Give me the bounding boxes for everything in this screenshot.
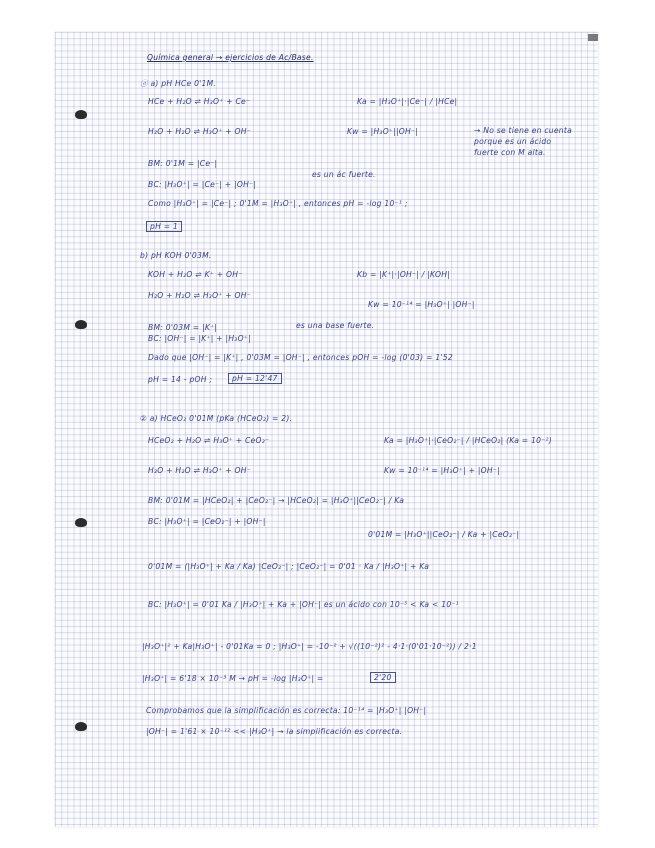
check-statement: Comprobamos que la simplificación es correcta: 10⁻¹⁴ = |H₃O⁺| |OH⁻| (146, 706, 427, 715)
substitution-2: 0'01M = (|H₃O⁺| + Ka / Ka) |CeO₂⁻| ; |CeO₂⁻| = 0'01 · Ka / |H₃O⁺| + Ka (148, 562, 430, 571)
kw-expression-b: Kw = 10⁻¹⁴ = |H₃O⁺| |OH⁻| (368, 300, 475, 309)
section-b-heading: b) pH KOH 0'03M. (140, 251, 212, 260)
ph-from-poh: pH = 14 - pOH ; (148, 375, 213, 384)
h3o-concentration: |H₃O⁺| = 6'18 × 10⁻³ M → pH = -log |H₃O⁺| = (142, 674, 324, 683)
charge-balance-2: BC: |H₃O⁺| = |CeO₂⁻| + |OH⁻| (148, 517, 266, 526)
section-2-heading: ② a) HCeO₂ 0'01M (pKa (HCeO₂) = 2). (140, 414, 293, 423)
charge-balance: BC: |H₃O⁺| = |Ce⁻| + |OH⁻| (148, 180, 257, 189)
ka-expression-2: Ka = |H₃O⁺|·|CeO₂⁻| / |HCeO₂| (Ka = 10⁻²) (384, 436, 553, 445)
mass-balance-b: BM: 0'03M = |K⁺| (148, 323, 218, 332)
charge-balance-b: BC: |OH⁻| = |K⁺| + |H₃O⁺| (148, 334, 251, 343)
page-corner (588, 34, 598, 41)
strong-acid-note: es un ác fuerte. (312, 170, 376, 179)
binder-hole (75, 518, 87, 527)
result-ph-b: pH = 12'47 (228, 373, 282, 384)
strong-base-note: es una base fuerte. (296, 321, 375, 330)
equation-koh-dissociation: KOH + H₂O ⇌ K⁺ + OH⁻ (148, 270, 243, 279)
reasoning-line-b: Dado que |OH⁻| = |K⁺| , 0'03M = |OH⁻| , entonces pOH = -log (0'03) = 1'52 (148, 353, 453, 362)
quadratic-equation: |H₃O⁺|² + Ka|H₃O⁺| - 0'01Ka = 0 ; |H₃O⁺| = -10⁻² + √((10⁻²)² - 4·1·(0'01·10⁻²)) / 2·1 (142, 642, 477, 651)
equation-hcl-dissociation: HCe + H₂O ⇌ H₃O⁺ + Ce⁻ (148, 97, 251, 106)
kb-expression: Kb = |K⁺|·|OH⁻| / |KOH| (357, 270, 451, 279)
mass-balance: BM: 0'1M = |Ce⁻| (148, 159, 218, 168)
charge-balance-substituted: BC: |H₃O⁺| = 0'01 Ka / |H₃O⁺| + Ka + |OH⁻| es un ácido con 10⁻⁵ < Ka < 10⁻¹ (148, 600, 459, 609)
equation-hclo2-dissociation: HCeO₂ + H₂O ⇌ H₃O⁺ + CeO₂⁻ (148, 436, 270, 445)
equation-water-autoionization-2: H₂O + H₂O ⇌ H₃O⁺ + OH⁻ (148, 466, 251, 475)
equation-water-autoionization-b: H₂O + H₂O ⇌ H₃O⁺ + OH⁻ (148, 291, 251, 300)
reasoning-line: Como |H₃O⁺| = |Ce⁻| ; 0'1M = |H₃O⁺| , entonces pH = -log 10⁻¹ ; (148, 199, 408, 208)
final-conclusion: |OH⁻| = 1'61 × 10⁻¹² << |H₃O⁺| → la simplificación es correcta. (146, 727, 403, 736)
result-ph-2: 2'20 (370, 672, 396, 683)
ka-expression: Ka = |H₃O⁺|·|Ce⁻| / |HCe| (357, 97, 458, 106)
equation-water-autoionization: H₂O + H₂O ⇌ H₃O⁺ + OH⁻ (148, 127, 251, 136)
binder-hole (75, 320, 87, 329)
mass-balance-2: BM: 0'01M = |HCeO₂| + |CeO₂⁻| → |HCeO₂| = |H₃O⁺||CeO₂⁻| / Ka (148, 496, 405, 505)
kw-expression-2: Kw = 10⁻¹⁴ = |H₃O⁺| + |OH⁻| (384, 466, 500, 475)
page-title: Química general → ejercicios de Ac/Base. (147, 53, 314, 62)
substitution-1: 0'01M = |H₃O⁺||CeO₂⁻| / Ka + |CeO₂⁻| (368, 530, 520, 539)
side-note: → No se tiene en cuenta porque es un ácido fuerte con M alta. (474, 126, 572, 157)
binder-hole (75, 722, 87, 731)
section-a-heading: ⓐ a) pH HCe 0'1M. (140, 79, 217, 88)
binder-hole (75, 110, 87, 119)
kw-expression: Kw = |H₃O⁺||OH⁻| (347, 127, 419, 136)
result-ph-a: pH = 1 (146, 221, 182, 232)
